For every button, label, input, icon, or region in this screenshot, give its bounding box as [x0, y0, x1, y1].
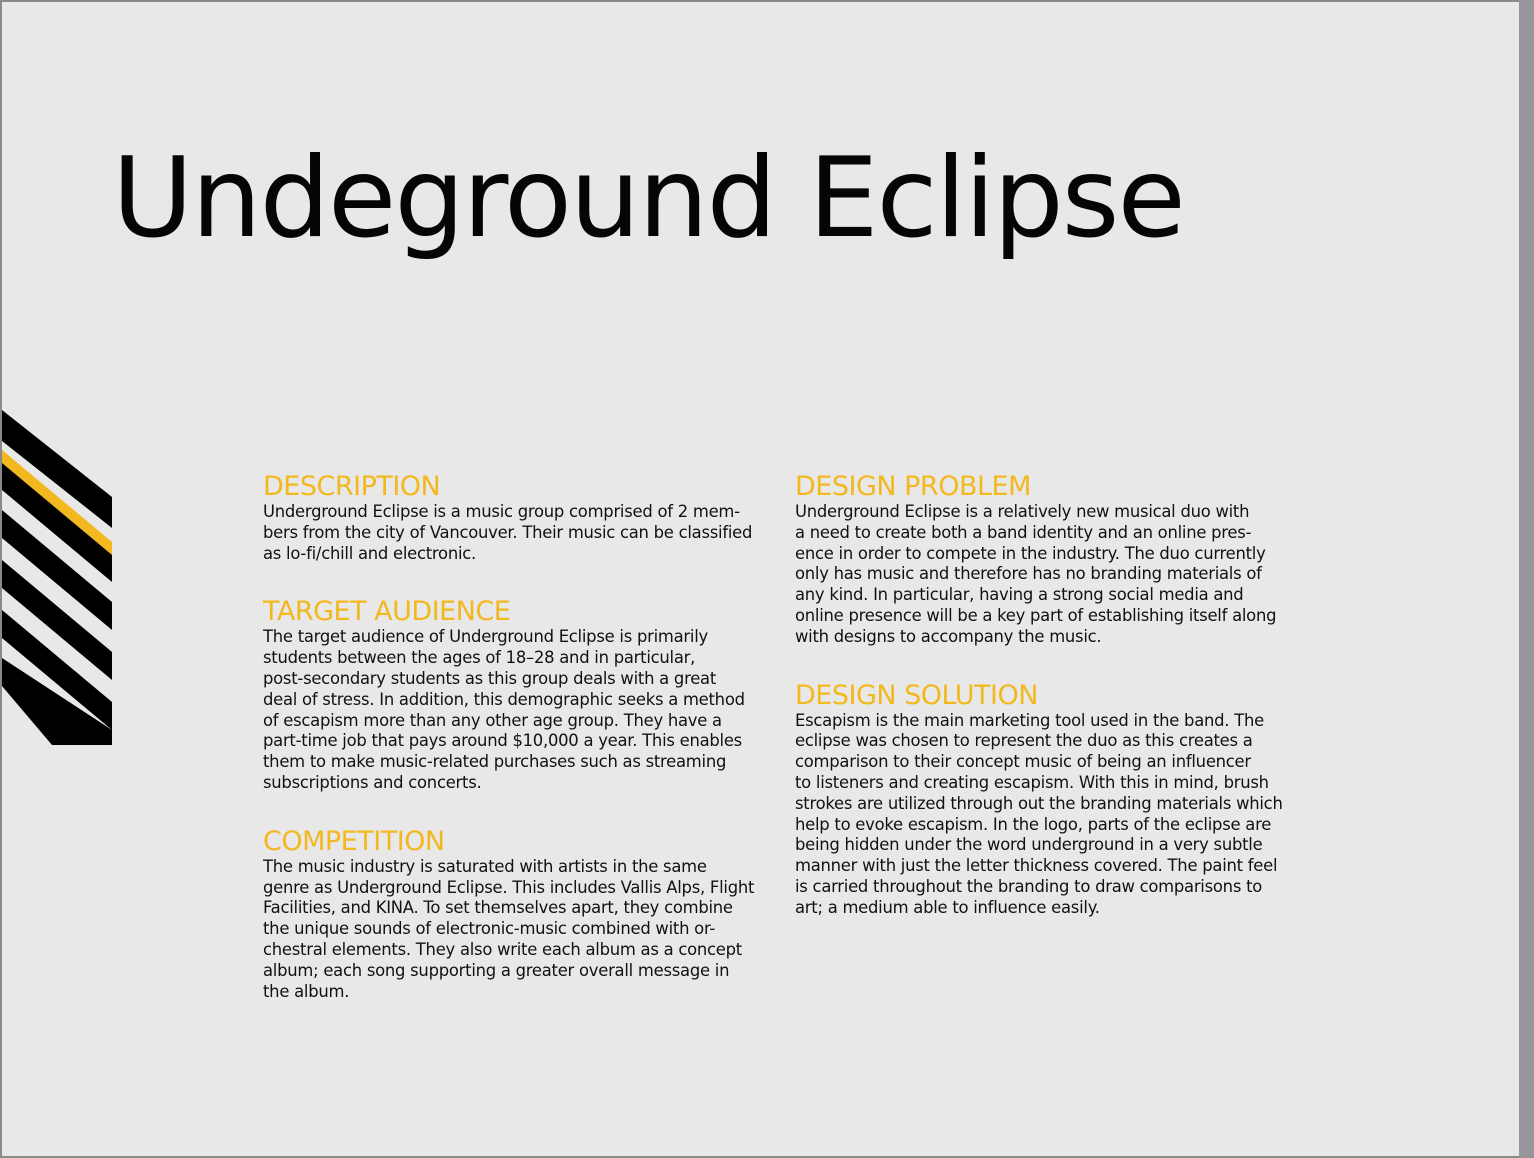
- design-problem-line: with designs to accompany the music.: [795, 626, 1102, 646]
- target-audience-line: The target audience of Underground Eclipse is primarily: [263, 627, 708, 647]
- design-solution-line: Escapism is the main marketing tool used in the band. The: [795, 710, 1264, 730]
- description-section: [263, 472, 783, 564]
- competition-line: genre as Underground Eclipse. This includes Vallis Alps, Flight: [263, 877, 755, 897]
- diagonal-stripes-decoration: [2, 410, 112, 745]
- competition-line: chestral elements. They also write each album as a concept: [263, 939, 742, 959]
- design-solution-line: being hidden under the word underground in a very subtle: [795, 835, 1263, 855]
- target-audience-line: subscriptions and concerts.: [263, 772, 482, 792]
- design-solution-line: strokes are utilized through out the branding materials which: [795, 793, 1283, 813]
- competition-line: album; each song supporting a greater overall message in: [263, 960, 730, 980]
- target-audience-line: deal of stress. In addition, this demographic seeks a method: [263, 689, 745, 709]
- competition-line: the unique sounds of electronic-music combined with or-: [263, 919, 716, 939]
- design-solution-line: art; a medium able to influence easily.: [795, 897, 1100, 917]
- design-problem-heading: DESIGN PROBLEM: [795, 471, 1031, 502]
- description-line: Underground Eclipse is a music group comprised of 2 mem-: [263, 502, 740, 521]
- description-line: as lo-fi/chill and electronic.: [263, 543, 476, 563]
- design-solution-heading: DESIGN SOLUTION: [795, 679, 1038, 711]
- left-column: [263, 472, 783, 1035]
- design-solution-line: manner with just the letter thickness covered. The paint feel: [795, 856, 1278, 876]
- design-problem-line: only has music and therefore has no branding materials of: [795, 564, 1262, 584]
- competition-heading: COMPETITION: [263, 825, 445, 857]
- design-problem-line: ence in order to compete in the industry. The duo currently: [795, 543, 1266, 563]
- competition-section: [263, 827, 783, 1003]
- competition-line: The music industry is saturated with artists in the same: [263, 856, 707, 876]
- target-audience-line: students between the ages of 18–28 and in particular,: [263, 648, 696, 668]
- right-column: [795, 472, 1315, 952]
- design-solution-line: is carried throughout the branding to draw comparisons to: [795, 876, 1263, 896]
- design-solution-line: help to evoke escapism. In the logo, parts of the eclipse are: [795, 814, 1272, 834]
- competition-line: Facilities, and KINA. To set themselves apart, they combine: [263, 898, 733, 918]
- target-audience-line: them to make music-related purchases such as streaming: [263, 752, 727, 772]
- design-problem-line: Underground Eclipse is a relatively new musical duo with: [795, 502, 1250, 521]
- description-line: bers from the city of Vancouver. Their music can be classified: [263, 522, 753, 542]
- target-audience-line: part-time job that pays around $10,000 a year. This enables: [263, 731, 742, 751]
- description-heading: DESCRIPTION: [263, 471, 441, 502]
- design-problem-line: a need to create both a band identity and an online pres-: [795, 522, 1252, 542]
- target-audience-heading: TARGET AUDIENCE: [263, 596, 511, 628]
- design-solution-section: [795, 681, 1315, 919]
- target-audience-line: of escapism more than any other age group. They have a: [263, 710, 722, 730]
- competition-line: the album.: [263, 981, 350, 1001]
- design-problem-line: online presence will be a key part of establishing itself along: [795, 605, 1277, 625]
- design-solution-line: comparison to their concept music of being an influencer: [795, 752, 1251, 772]
- target-audience-line: post-secondary students as this group deals with a great: [263, 668, 717, 688]
- design-solution-line: to listeners and creating escapism. With this in mind, brush: [795, 772, 1269, 792]
- right-edge-bar: [1519, 0, 1534, 1158]
- design-problem-line: any kind. In particular, having a strong social media and: [795, 585, 1244, 605]
- design-problem-section: [795, 472, 1315, 648]
- target-audience-section: [263, 597, 783, 793]
- design-solution-line: eclipse was chosen to represent the duo as this creates a: [795, 731, 1253, 751]
- page-title: Undeground Eclipse: [112, 134, 1184, 263]
